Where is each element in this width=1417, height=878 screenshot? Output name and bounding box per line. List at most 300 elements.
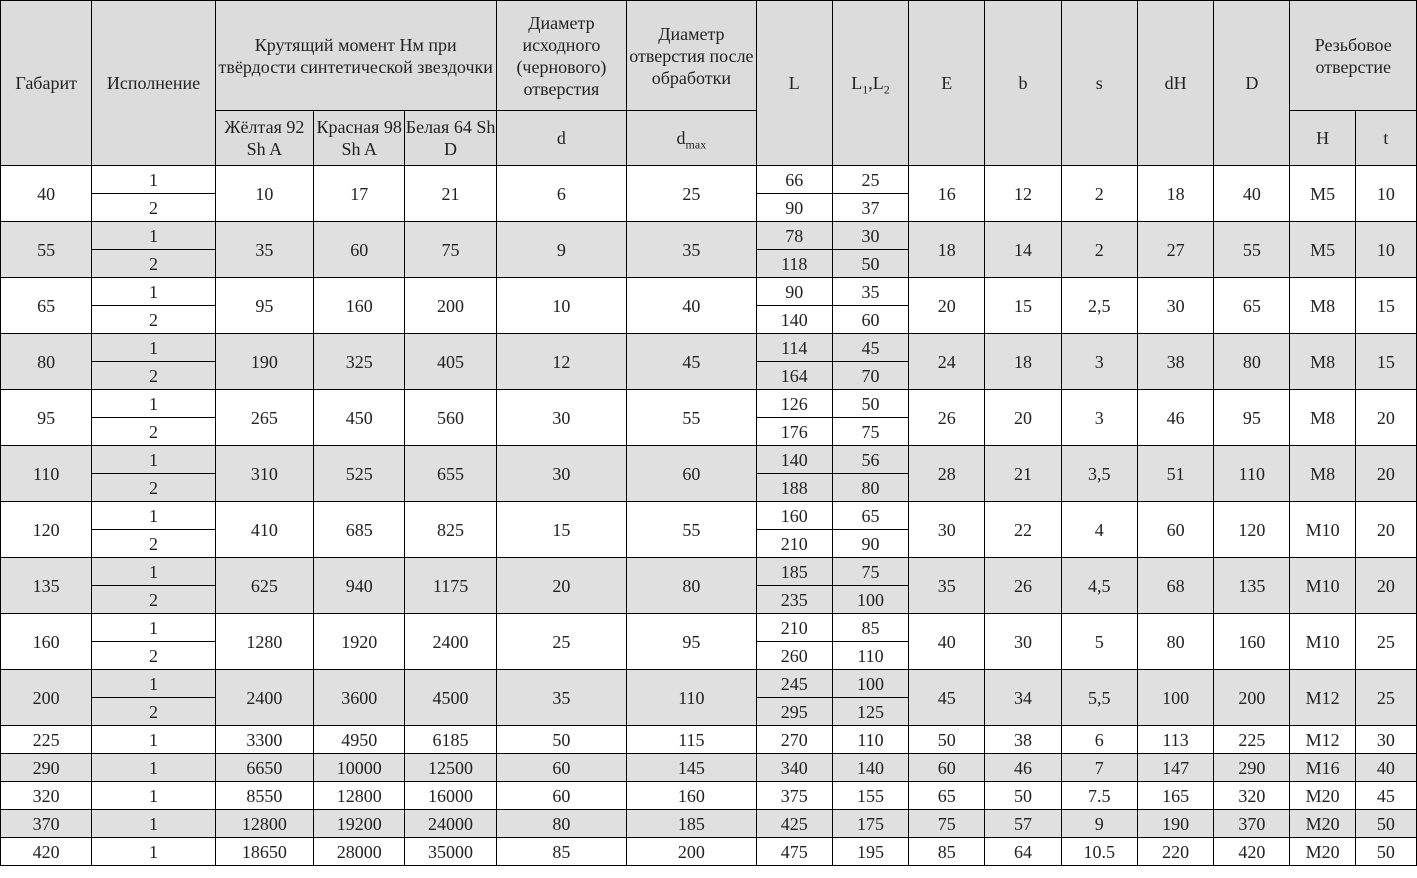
cell-b: 30 — [985, 614, 1061, 670]
table-row — [1, 614, 1417, 642]
cell-L12: 50 — [832, 390, 908, 418]
cell-b: 34 — [985, 670, 1061, 726]
cell-L: 140 — [756, 306, 832, 334]
cell-thread-H: M10 — [1290, 614, 1355, 670]
cell-L: 140 — [756, 446, 832, 474]
cell-dH: 38 — [1137, 334, 1213, 390]
cell-torque-red: 450 — [314, 390, 405, 446]
cell-torque-yellow: 10 — [215, 166, 313, 222]
cell-torque-red: 3600 — [314, 670, 405, 726]
table-row — [1, 670, 1417, 698]
cell-L12: 45 — [832, 334, 908, 362]
cell-thread-H: M5 — [1290, 222, 1355, 278]
cell-E: 30 — [909, 502, 985, 558]
cell-thread-t: 50 — [1355, 810, 1416, 838]
cell-torque-white: 560 — [405, 390, 496, 446]
cell-thread-t: 20 — [1355, 558, 1416, 614]
cell-L: 210 — [756, 614, 832, 642]
cell-torque-white: 655 — [405, 446, 496, 502]
cell-ispolnenie: 2 — [92, 530, 215, 558]
cell-E: 50 — [909, 726, 985, 754]
cell-thread-H: M8 — [1290, 278, 1355, 334]
table-row — [1, 502, 1417, 530]
cell-thread-t: 15 — [1355, 278, 1416, 334]
table-row — [1, 278, 1417, 306]
cell-L: 375 — [756, 782, 832, 810]
header-s: s — [1061, 1, 1137, 166]
cell-L: 176 — [756, 418, 832, 446]
cell-ispolnenie: 1 — [92, 754, 215, 782]
table-row — [1, 390, 1417, 418]
cell-D: 55 — [1214, 222, 1290, 278]
cell-dH: 165 — [1137, 782, 1213, 810]
cell-L: 340 — [756, 754, 832, 782]
cell-E: 18 — [909, 222, 985, 278]
cell-torque-yellow: 6650 — [215, 754, 313, 782]
cell-thread-H: M20 — [1290, 810, 1355, 838]
cell-s: 2 — [1061, 166, 1137, 222]
cell-L12: 65 — [832, 502, 908, 530]
cell-dmax: 40 — [627, 278, 756, 334]
cell-L: 90 — [756, 278, 832, 306]
cell-s: 3 — [1061, 390, 1137, 446]
cell-E: 65 — [909, 782, 985, 810]
cell-torque-white: 6185 — [405, 726, 496, 754]
cell-torque-white: 2400 — [405, 614, 496, 670]
cell-torque-white: 4500 — [405, 670, 496, 726]
cell-D: 225 — [1214, 726, 1290, 754]
cell-L12: 110 — [832, 642, 908, 670]
cell-E: 20 — [909, 278, 985, 334]
cell-E: 28 — [909, 446, 985, 502]
cell-b: 14 — [985, 222, 1061, 278]
cell-D: 110 — [1214, 446, 1290, 502]
cell-torque-white: 35000 — [405, 838, 496, 866]
cell-thread-H: M12 — [1290, 670, 1355, 726]
cell-torque-red: 28000 — [314, 838, 405, 866]
header-gabarit: Габарит — [1, 1, 92, 166]
table-body — [1, 166, 1417, 866]
cell-d: 9 — [496, 222, 626, 278]
cell-thread-H: M10 — [1290, 558, 1355, 614]
header-d: d — [496, 111, 626, 166]
cell-torque-white: 16000 — [405, 782, 496, 810]
cell-s: 2 — [1061, 222, 1137, 278]
cell-L: 164 — [756, 362, 832, 390]
cell-torque-white: 200 — [405, 278, 496, 334]
table-row — [1, 334, 1417, 362]
cell-D: 40 — [1214, 166, 1290, 222]
cell-L: 245 — [756, 670, 832, 698]
header-thread-group: Резьбовое отверстие — [1290, 1, 1417, 111]
cell-d: 50 — [496, 726, 626, 754]
cell-L: 78 — [756, 222, 832, 250]
cell-d: 15 — [496, 502, 626, 558]
cell-E: 26 — [909, 390, 985, 446]
cell-torque-white: 12500 — [405, 754, 496, 782]
cell-ispolnenie: 1 — [92, 278, 215, 306]
cell-dmax: 110 — [627, 670, 756, 726]
cell-L12: 125 — [832, 698, 908, 726]
cell-L12: 110 — [832, 726, 908, 754]
cell-torque-red: 160 — [314, 278, 405, 334]
cell-s: 9 — [1061, 810, 1137, 838]
cell-d: 25 — [496, 614, 626, 670]
cell-D: 200 — [1214, 670, 1290, 726]
cell-D: 370 — [1214, 810, 1290, 838]
header-torque-group: Крутящий момент Нм при твёрдости синтетической звездочки — [215, 1, 496, 111]
header-t: t — [1355, 111, 1416, 166]
cell-d: 20 — [496, 558, 626, 614]
cell-ispolnenie: 2 — [92, 306, 215, 334]
cell-thread-t: 50 — [1355, 838, 1416, 866]
header-b: b — [985, 1, 1061, 166]
cell-ispolnenie: 2 — [92, 250, 215, 278]
cell-s: 2,5 — [1061, 278, 1137, 334]
cell-gabarit: 200 — [1, 670, 92, 726]
cell-dmax: 55 — [627, 390, 756, 446]
cell-dmax: 80 — [627, 558, 756, 614]
cell-ispolnenie: 2 — [92, 474, 215, 502]
cell-gabarit: 65 — [1, 278, 92, 334]
cell-s: 7 — [1061, 754, 1137, 782]
cell-b: 50 — [985, 782, 1061, 810]
cell-d: 35 — [496, 670, 626, 726]
cell-gabarit: 110 — [1, 446, 92, 502]
cell-dH: 30 — [1137, 278, 1213, 334]
cell-L: 126 — [756, 390, 832, 418]
cell-torque-white: 1175 — [405, 558, 496, 614]
cell-ispolnenie: 1 — [92, 614, 215, 642]
cell-torque-red: 12800 — [314, 782, 405, 810]
cell-L12: 50 — [832, 250, 908, 278]
cell-b: 18 — [985, 334, 1061, 390]
cell-dmax: 145 — [627, 754, 756, 782]
cell-torque-yellow: 2400 — [215, 670, 313, 726]
cell-torque-red: 10000 — [314, 754, 405, 782]
cell-ispolnenie: 1 — [92, 810, 215, 838]
cell-gabarit: 40 — [1, 166, 92, 222]
cell-ispolnenie: 2 — [92, 362, 215, 390]
table-row — [1, 222, 1417, 250]
cell-torque-red: 60 — [314, 222, 405, 278]
cell-dmax: 55 — [627, 502, 756, 558]
cell-E: 24 — [909, 334, 985, 390]
cell-torque-yellow: 310 — [215, 446, 313, 502]
cell-torque-red: 17 — [314, 166, 405, 222]
cell-L: 425 — [756, 810, 832, 838]
cell-thread-H: M12 — [1290, 726, 1355, 754]
table-row — [1, 446, 1417, 474]
cell-thread-H: M8 — [1290, 334, 1355, 390]
cell-d: 80 — [496, 810, 626, 838]
cell-torque-yellow: 265 — [215, 390, 313, 446]
cell-b: 12 — [985, 166, 1061, 222]
cell-torque-yellow: 8550 — [215, 782, 313, 810]
cell-torque-white: 21 — [405, 166, 496, 222]
cell-s: 3 — [1061, 334, 1137, 390]
cell-L12: 100 — [832, 586, 908, 614]
header-L12 — [832, 1, 908, 166]
cell-L: 295 — [756, 698, 832, 726]
cell-thread-t: 15 — [1355, 334, 1416, 390]
cell-gabarit: 160 — [1, 614, 92, 670]
cell-thread-t: 10 — [1355, 166, 1416, 222]
header-rough-bore: Диаметр исходного (чернового) отверстия — [496, 1, 626, 111]
cell-b: 46 — [985, 754, 1061, 782]
cell-gabarit: 95 — [1, 390, 92, 446]
header-finished-bore: Диаметр отверстия после обработки — [627, 1, 756, 111]
cell-torque-red: 4950 — [314, 726, 405, 754]
cell-gabarit: 55 — [1, 222, 92, 278]
cell-thread-H: M20 — [1290, 782, 1355, 810]
cell-E: 60 — [909, 754, 985, 782]
cell-gabarit: 135 — [1, 558, 92, 614]
header-E: E — [909, 1, 985, 166]
cell-torque-yellow: 1280 — [215, 614, 313, 670]
cell-torque-red: 685 — [314, 502, 405, 558]
cell-dmax: 160 — [627, 782, 756, 810]
cell-dH: 100 — [1137, 670, 1213, 726]
cell-torque-red: 1920 — [314, 614, 405, 670]
cell-b: 15 — [985, 278, 1061, 334]
cell-torque-red: 19200 — [314, 810, 405, 838]
cell-ispolnenie: 1 — [92, 446, 215, 474]
cell-ispolnenie: 1 — [92, 670, 215, 698]
cell-b: 64 — [985, 838, 1061, 866]
cell-ispolnenie: 1 — [92, 222, 215, 250]
cell-L12: 140 — [832, 754, 908, 782]
table-row — [1, 558, 1417, 586]
cell-thread-t: 20 — [1355, 446, 1416, 502]
header-white: Белая 64 Sh D — [405, 111, 496, 166]
cell-dH: 220 — [1137, 838, 1213, 866]
cell-L12: 155 — [832, 782, 908, 810]
cell-L: 66 — [756, 166, 832, 194]
header-L12-sep: ,L — [868, 73, 884, 93]
cell-ispolnenie: 2 — [92, 418, 215, 446]
cell-s: 4,5 — [1061, 558, 1137, 614]
cell-thread-H: M10 — [1290, 502, 1355, 558]
cell-thread-t: 45 — [1355, 782, 1416, 810]
cell-dH: 113 — [1137, 726, 1213, 754]
table-row — [1, 754, 1417, 782]
cell-L12: 70 — [832, 362, 908, 390]
cell-ispolnenie: 1 — [92, 838, 215, 866]
cell-L12: 30 — [832, 222, 908, 250]
cell-torque-yellow: 18650 — [215, 838, 313, 866]
cell-dmax: 185 — [627, 810, 756, 838]
table-row — [1, 726, 1417, 754]
header-ispolnenie: Исполнение — [92, 1, 215, 166]
cell-dmax: 60 — [627, 446, 756, 502]
cell-gabarit: 290 — [1, 754, 92, 782]
cell-gabarit: 80 — [1, 334, 92, 390]
cell-dmax: 25 — [627, 166, 756, 222]
cell-b: 20 — [985, 390, 1061, 446]
cell-dmax: 115 — [627, 726, 756, 754]
cell-dmax: 35 — [627, 222, 756, 278]
cell-dmax: 200 — [627, 838, 756, 866]
cell-ispolnenie: 2 — [92, 698, 215, 726]
cell-dH: 27 — [1137, 222, 1213, 278]
cell-dH: 51 — [1137, 446, 1213, 502]
cell-torque-white: 825 — [405, 502, 496, 558]
cell-b: 57 — [985, 810, 1061, 838]
cell-L12: 80 — [832, 474, 908, 502]
cell-thread-t: 25 — [1355, 614, 1416, 670]
cell-ispolnenie: 1 — [92, 166, 215, 194]
cell-D: 120 — [1214, 502, 1290, 558]
cell-thread-t: 10 — [1355, 222, 1416, 278]
cell-thread-H: M8 — [1290, 390, 1355, 446]
cell-d: 60 — [496, 754, 626, 782]
cell-s: 4 — [1061, 502, 1137, 558]
cell-thread-t: 40 — [1355, 754, 1416, 782]
cell-torque-red: 525 — [314, 446, 405, 502]
cell-s: 5,5 — [1061, 670, 1137, 726]
cell-L: 260 — [756, 642, 832, 670]
cell-dmax: 45 — [627, 334, 756, 390]
cell-E: 45 — [909, 670, 985, 726]
cell-gabarit: 370 — [1, 810, 92, 838]
cell-d: 12 — [496, 334, 626, 390]
cell-L12: 175 — [832, 810, 908, 838]
cell-thread-H: M20 — [1290, 838, 1355, 866]
cell-d: 6 — [496, 166, 626, 222]
cell-torque-yellow: 3300 — [215, 726, 313, 754]
cell-thread-H: M5 — [1290, 166, 1355, 222]
cell-ispolnenie: 1 — [92, 502, 215, 530]
cell-E: 40 — [909, 614, 985, 670]
cell-ispolnenie: 1 — [92, 390, 215, 418]
header-yellow: Жёлтая 92 Sh A — [215, 111, 313, 166]
cell-torque-white: 24000 — [405, 810, 496, 838]
cell-D: 95 — [1214, 390, 1290, 446]
cell-L12: 56 — [832, 446, 908, 474]
cell-gabarit: 120 — [1, 502, 92, 558]
cell-b: 22 — [985, 502, 1061, 558]
cell-s: 5 — [1061, 614, 1137, 670]
cell-L: 160 — [756, 502, 832, 530]
cell-ispolnenie: 1 — [92, 558, 215, 586]
cell-dH: 18 — [1137, 166, 1213, 222]
cell-L: 210 — [756, 530, 832, 558]
header-L12-base: L — [851, 73, 863, 93]
cell-thread-t: 30 — [1355, 726, 1416, 754]
cell-torque-white: 405 — [405, 334, 496, 390]
cell-d: 85 — [496, 838, 626, 866]
cell-torque-yellow: 190 — [215, 334, 313, 390]
cell-E: 85 — [909, 838, 985, 866]
cell-thread-H: M16 — [1290, 754, 1355, 782]
cell-dH: 147 — [1137, 754, 1213, 782]
cell-D: 290 — [1214, 754, 1290, 782]
cell-E: 35 — [909, 558, 985, 614]
cell-torque-red: 325 — [314, 334, 405, 390]
header-dmax — [627, 111, 756, 166]
cell-L12: 60 — [832, 306, 908, 334]
cell-thread-H: M8 — [1290, 446, 1355, 502]
cell-E: 75 — [909, 810, 985, 838]
cell-L12: 90 — [832, 530, 908, 558]
cell-torque-yellow: 12800 — [215, 810, 313, 838]
cell-D: 135 — [1214, 558, 1290, 614]
cell-thread-t: 25 — [1355, 670, 1416, 726]
cell-L: 270 — [756, 726, 832, 754]
cell-dH: 46 — [1137, 390, 1213, 446]
cell-torque-red: 940 — [314, 558, 405, 614]
cell-torque-yellow: 95 — [215, 278, 313, 334]
table-row — [1, 166, 1417, 194]
cell-D: 80 — [1214, 334, 1290, 390]
cell-ispolnenie: 2 — [92, 642, 215, 670]
cell-torque-yellow: 410 — [215, 502, 313, 558]
cell-ispolnenie: 1 — [92, 334, 215, 362]
cell-L: 188 — [756, 474, 832, 502]
cell-b: 38 — [985, 726, 1061, 754]
cell-L12: 35 — [832, 278, 908, 306]
header-L12-sub2: 2 — [883, 82, 890, 97]
header-dH: dH — [1137, 1, 1213, 166]
cell-L12: 75 — [832, 418, 908, 446]
cell-L: 235 — [756, 586, 832, 614]
cell-L12: 100 — [832, 670, 908, 698]
cell-dmax: 95 — [627, 614, 756, 670]
cell-torque-yellow: 35 — [215, 222, 313, 278]
cell-D: 420 — [1214, 838, 1290, 866]
cell-thread-t: 20 — [1355, 502, 1416, 558]
cell-gabarit: 225 — [1, 726, 92, 754]
cell-D: 65 — [1214, 278, 1290, 334]
cell-dH: 80 — [1137, 614, 1213, 670]
header-red: Красная 98 Sh A — [314, 111, 405, 166]
cell-b: 26 — [985, 558, 1061, 614]
header-dmax-base: d — [676, 128, 686, 148]
cell-E: 16 — [909, 166, 985, 222]
cell-L: 118 — [756, 250, 832, 278]
header-L: L — [756, 1, 832, 166]
cell-ispolnenie: 1 — [92, 726, 215, 754]
table-row — [1, 810, 1417, 838]
cell-dH: 190 — [1137, 810, 1213, 838]
cell-gabarit: 420 — [1, 838, 92, 866]
cell-d: 60 — [496, 782, 626, 810]
cell-d: 30 — [496, 390, 626, 446]
cell-L12: 85 — [832, 614, 908, 642]
cell-L12: 37 — [832, 194, 908, 222]
cell-d: 30 — [496, 446, 626, 502]
cell-L12: 195 — [832, 838, 908, 866]
cell-ispolnenie: 1 — [92, 782, 215, 810]
cell-torque-white: 75 — [405, 222, 496, 278]
cell-torque-yellow: 625 — [215, 558, 313, 614]
cell-s: 3,5 — [1061, 446, 1137, 502]
header-dmax-sub: max — [685, 137, 707, 152]
cell-dH: 68 — [1137, 558, 1213, 614]
cell-d: 10 — [496, 278, 626, 334]
cell-s: 6 — [1061, 726, 1137, 754]
cell-L: 114 — [756, 334, 832, 362]
cell-ispolnenie: 2 — [92, 194, 215, 222]
table-header — [1, 1, 1417, 166]
cell-s: 7.5 — [1061, 782, 1137, 810]
cell-ispolnenie: 2 — [92, 586, 215, 614]
cell-L: 90 — [756, 194, 832, 222]
cell-L12: 25 — [832, 166, 908, 194]
header-L12-sub1: 1 — [862, 82, 869, 97]
cell-D: 160 — [1214, 614, 1290, 670]
